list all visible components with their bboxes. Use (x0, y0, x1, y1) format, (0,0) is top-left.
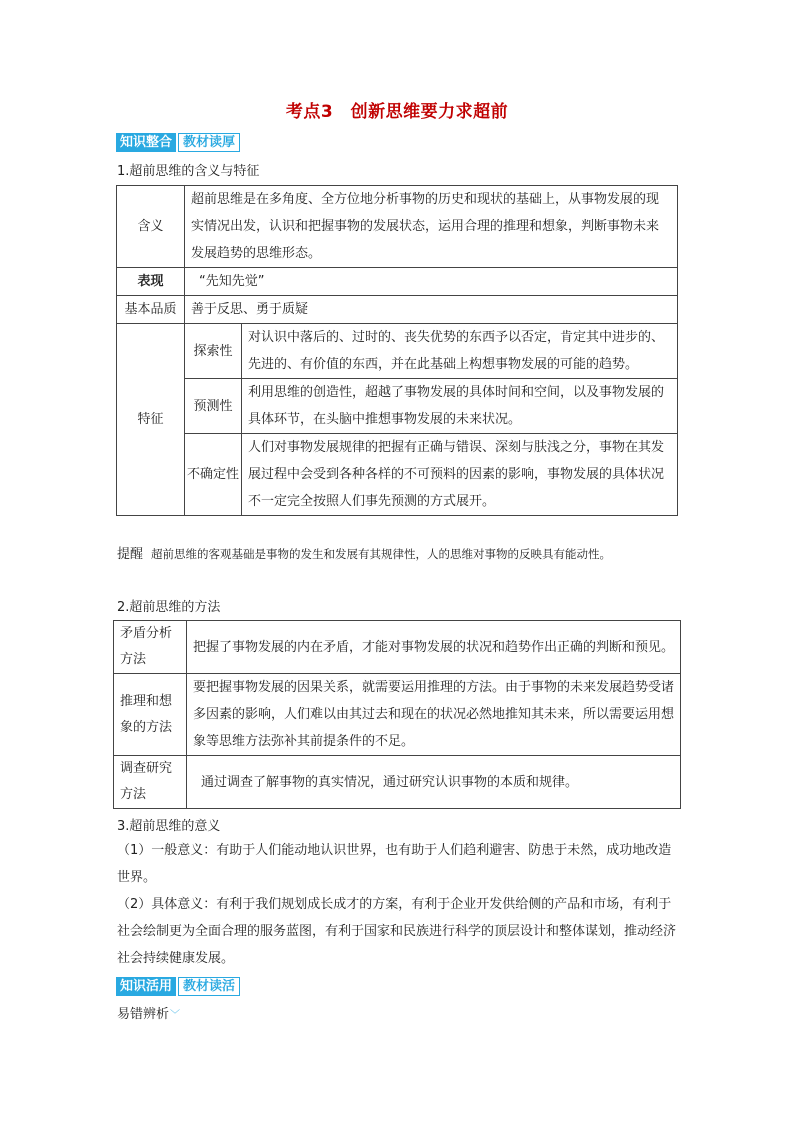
feature-content: 对认识中落后的、过时的、丧失优势的东西予以否定，肯定其中进步的、先进的、有价值的东西，并在此基础上构想事物发展的可能的趋势。 (242, 324, 678, 379)
feature-name: 不确定性 (185, 434, 242, 516)
table-row (117, 268, 678, 296)
page-title: 考点3 创新思维要力求超前 (285, 102, 509, 122)
section-banner-application (116, 977, 240, 996)
banner-tag-secondary: 教材读活 (178, 977, 240, 996)
banner-tag-primary: 知识活用 (116, 977, 176, 996)
feature-name: 预测性 (185, 379, 242, 434)
row-label: 含义 (117, 186, 185, 268)
feature-content: 人们对事物发展规律的把握有正确与错误、深刻与肤浅之分，事物在其发展过程中会受到各种各样的不可预料的因素的影响，事物发展的具体状况不一定完全按照人们事先预测的方式展开。 (242, 434, 678, 516)
section-heading-3: 3.超前思维的意义 (117, 819, 221, 834)
table-row (114, 621, 681, 674)
feature-content: 利用思维的创造性，超越了事物发展的具体时间和空间，以及事物发展的具体环节，在头脑中推想事物发展的未来状况。 (242, 379, 678, 434)
table-row (117, 379, 678, 434)
hint-label: 提醒 (117, 547, 144, 562)
row-label: 表现 (117, 268, 185, 296)
method-label: 矛盾分析方法 (114, 621, 187, 674)
method-label: 推理和想象的方法 (114, 674, 187, 756)
paragraph-general-significance: （1）一般意义：有助于人们能动地认识世界，也有助于人们趋利避害、防患于未然，成功地改造世界。 (117, 843, 672, 885)
methods-table (113, 620, 681, 809)
error-analysis-heading (117, 1003, 180, 1022)
error-analysis-label: 易错辨析 (117, 1007, 170, 1022)
method-label: 调查研究方法 (114, 756, 187, 809)
method-content: 要把握事物发展的因果关系，就需要运用推理的方法。由于事物的未来发展趋势受诸多因素的影响，人们难以由其过去和现在的状况必然地推知其未来，所以需要运用想象等思维方法弥补其前提条件的不足。 (187, 674, 681, 756)
table-row (117, 324, 678, 379)
table-row (114, 756, 681, 809)
row-content: 超前思维是在多角度、全方位地分析事物的历史和现状的基础上，从事物发展的现实情况出发，认识和把握事物的发展状态，运用合理的推理和想象，判断事物未来发展趋势的思维形态。 (185, 186, 678, 268)
table-row (117, 434, 678, 516)
section-heading-2: 2.超前思维的方法 (117, 600, 221, 615)
table-row (117, 296, 678, 324)
hint-text: 超前思维的客观基础是事物的发生和发展有其规律性，人的思维对事物的反映具有能动性。 (151, 547, 612, 561)
table-row (117, 186, 678, 268)
table-row (114, 674, 681, 756)
row-content: 善于反思、勇于质疑 (185, 296, 678, 324)
banner-tag-primary: 知识整合 (116, 133, 176, 152)
paragraph-specific-significance: （2）具体意义：有利于我们规划成长成才的方案，有利于企业开发供给侧的产品和市场，有利于社会绘制更为全面合理的服务蓝图，有利于国家和民族进行科学的顶层设计和整体谋划，推动经济社会持续健康发展。 (117, 897, 677, 966)
feature-name: 探索性 (185, 324, 242, 379)
meaning-features-table (116, 185, 678, 516)
row-label: 特征 (117, 324, 185, 516)
section-heading-1: 1.超前思维的含义与特征 (117, 164, 260, 179)
banner-tag-secondary: 教材读厚 (178, 133, 240, 152)
method-content: 把握了事物发展的内在矛盾，才能对事物发展的状况和趋势作出正确的判断和预见。 (187, 621, 681, 674)
section-banner-knowledge (116, 133, 240, 152)
row-content: “先知先觉” (185, 268, 678, 296)
hint-note (117, 541, 677, 568)
chevron-down-icon: ﹀ (170, 1010, 181, 1021)
method-content: 通过调查了解事物的真实情况，通过研究认识事物的本质和规律。 (187, 756, 681, 809)
row-label: 基本品质 (117, 296, 185, 324)
